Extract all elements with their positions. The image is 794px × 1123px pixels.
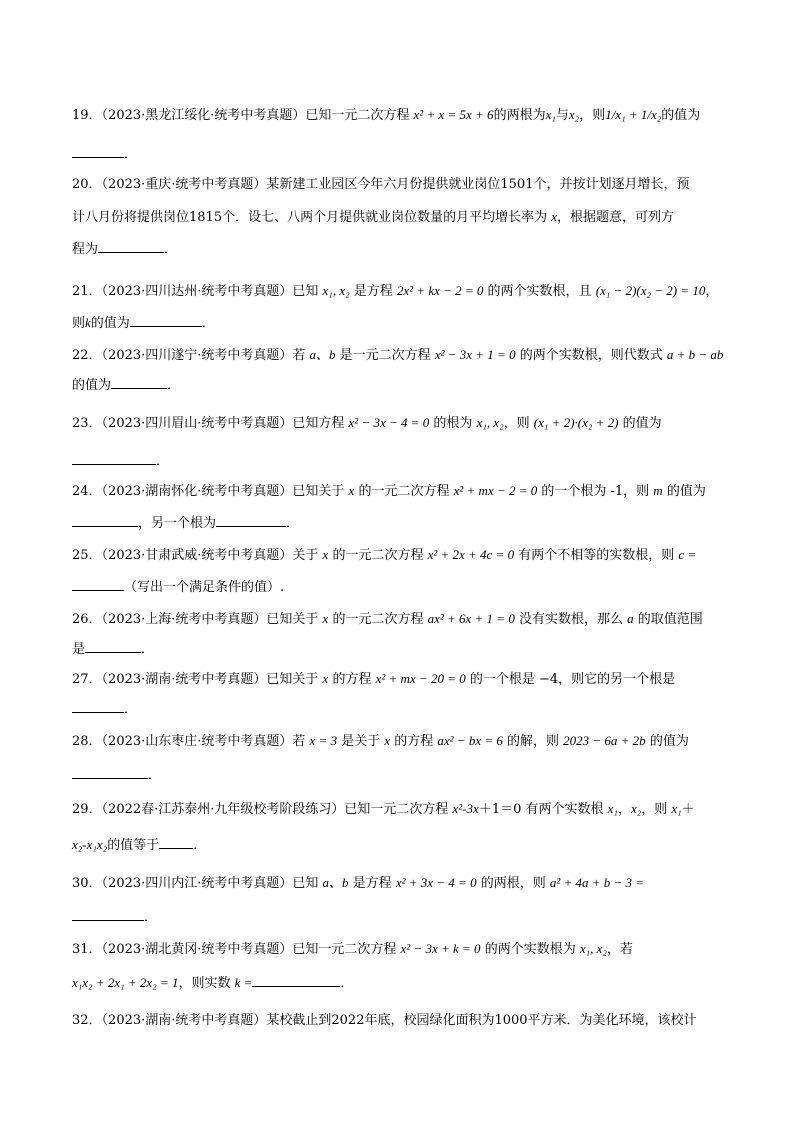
text-segment: 的一元二次方程 — [328, 548, 428, 563]
text-segment: 26．（2023·上海·统考中考真题）已知关于 — [72, 612, 323, 627]
text-line — [72, 282, 732, 301]
text-segment: ． — [156, 454, 170, 469]
text-segment: 的值为 — [645, 734, 689, 749]
text-segment: 的一元二次方程 — [328, 612, 428, 627]
text-segment: 则 — [72, 316, 86, 331]
math-expression: x₂ — [568, 107, 580, 122]
text-segment: ． — [340, 976, 354, 991]
text-segment: ，则实数 — [178, 976, 235, 991]
text-segment: 的解，则 — [502, 734, 564, 749]
math-expression: x₁ — [545, 107, 556, 122]
text-line — [72, 452, 732, 471]
text-segment: ． — [201, 316, 215, 331]
math-expression: x² + 3x − 4 = 0 — [395, 875, 477, 890]
text-segment: ， — [705, 284, 719, 299]
text-line — [72, 176, 732, 194]
math-expression: x — [551, 209, 557, 224]
math-expression: 2023 − 6a + 2b — [563, 733, 646, 748]
text-line — [72, 546, 732, 565]
text-line — [72, 800, 732, 819]
text-line — [72, 145, 732, 164]
text-line — [72, 874, 732, 893]
answer-blank — [72, 452, 156, 465]
math-expression: (x₁ − 2)(x₂ − 2) = 10 — [595, 283, 706, 298]
math-expression: x₂-x₁x₂ — [72, 837, 108, 852]
text-segment: 是一元二次方程 — [335, 348, 435, 363]
answer-blank — [159, 836, 193, 849]
text-line — [72, 700, 732, 719]
math-expression: x₁, x₂ — [579, 941, 607, 956]
math-expression: x — [348, 483, 355, 498]
text-segment: 的值为 — [618, 416, 662, 431]
math-expression: x² + 2x + 4c = 0 — [427, 547, 515, 562]
text-segment: 的取值范围 — [633, 612, 703, 627]
text-segment: ， — [617, 802, 631, 817]
text-segment: ． — [148, 768, 162, 783]
math-expression: x² + x = 5x + 6 — [413, 107, 494, 122]
math-expression: x² − 3x − 4 = 0 — [348, 415, 430, 430]
math-expression: ax² + 6x + 1 = 0 — [427, 611, 515, 626]
text-segment: 31．（2023·湖北黄冈·统考中考真题）已知一元二次方程 — [72, 942, 401, 957]
math-expression: x²-3x — [452, 801, 479, 816]
text-segment: ． — [286, 516, 300, 531]
math-expression: x₁x₂ + 2x₁ + 2x₂ = 1 — [72, 975, 179, 990]
text-segment: 是方程 — [348, 876, 396, 891]
math-expression: k — [85, 315, 91, 330]
math-expression: x₁, x₂ — [476, 415, 504, 430]
answer-blank — [72, 908, 144, 921]
text-segment: 的一元二次方程 — [354, 484, 454, 499]
text-line — [72, 766, 732, 785]
text-segment: ． — [167, 378, 181, 393]
text-segment: ． — [144, 910, 158, 925]
text-segment: 24．（2023·湖南怀化·统考中考真题）已知关于 — [72, 484, 349, 499]
text-segment: （写出一个满足条件的值）. — [124, 580, 285, 595]
text-segment: ． — [124, 147, 138, 162]
text-segment: 25．（2023·甘肃武威·统考中考真题）关于 — [72, 548, 323, 563]
text-segment: ，则 — [641, 802, 672, 817]
text-line — [72, 732, 732, 751]
text-segment: ． — [164, 242, 178, 257]
text-segment: 的一个根为 -1，则 — [537, 484, 654, 499]
math-expression: x — [322, 671, 329, 686]
math-expression: c = — [678, 547, 697, 562]
text-segment: 19．（2023·黑龙江绥化·统考中考真题）已知一元二次方程 — [72, 108, 414, 123]
answer-blank — [72, 514, 138, 527]
text-segment: ，则 — [503, 416, 534, 431]
math-expression: a、b — [322, 875, 349, 890]
answer-blank — [98, 240, 164, 253]
text-line — [72, 1012, 732, 1030]
text-segment: ，若 — [606, 942, 633, 957]
text-segment: 计八月份将提供岗位1815个．设七、八两个月提供就业岗位数量的月平均增长率为 — [72, 210, 552, 225]
text-line — [72, 376, 732, 395]
text-line — [72, 314, 732, 333]
answer-blank — [252, 974, 340, 987]
text-segment: 的两个实数根为 — [480, 942, 580, 957]
text-segment: ． — [193, 838, 207, 853]
answer-blank — [130, 314, 202, 327]
text-segment: 有两个不相等的实数根，则 — [514, 548, 679, 563]
text-line — [72, 578, 732, 597]
text-segment: 的方程 — [328, 672, 376, 687]
math-expression: x₁ — [607, 801, 618, 816]
text-segment: 23．（2023·四川眉山·统考中考真题）已知方程 — [72, 416, 349, 431]
answer-blank — [72, 145, 124, 158]
text-segment: 程为 — [72, 242, 99, 257]
text-line — [72, 106, 732, 125]
text-line — [72, 240, 732, 259]
math-expression: x² − 3x + k = 0 — [400, 941, 481, 956]
text-segment: 是关于 — [337, 734, 385, 749]
text-segment: 是 — [72, 642, 86, 657]
text-segment: 21．（2023·四川达州·统考中考真题）已知 — [72, 284, 323, 299]
math-expression: (x₁ + 2)·(x₂ + 2) — [533, 415, 619, 430]
math-expression: k = — [234, 975, 253, 990]
text-segment: 22．（2023·四川遂宁·统考中考真题）若 — [72, 348, 310, 363]
answer-blank — [85, 640, 141, 653]
text-segment: 的两根，则 — [476, 876, 550, 891]
text-segment: 的值为 — [90, 316, 130, 331]
text-line — [72, 208, 732, 227]
text-segment: 的两个实数根，则代数式 — [515, 348, 667, 363]
text-line — [72, 482, 732, 501]
math-expression: m — [653, 483, 663, 498]
text-line — [72, 610, 732, 629]
math-expression: x — [322, 547, 329, 562]
text-line — [72, 670, 732, 689]
text-segment: 28．（2023·山东枣庄·统考中考真题）若 — [72, 734, 310, 749]
answer-blank — [111, 376, 167, 389]
text-segment: 的一个根是 −4，则它的另一个根是 — [465, 672, 676, 687]
text-line — [72, 974, 732, 993]
math-expression: x₁, x₂ — [322, 283, 350, 298]
text-segment: 的两根为 — [493, 108, 546, 123]
math-expression: x — [384, 733, 391, 748]
text-segment: ，根据题意，可列方 — [557, 210, 675, 225]
text-segment: 30．（2023·四川内江·统考中考真题）已知 — [72, 876, 323, 891]
text-line — [72, 640, 732, 659]
text-segment: 是方程 — [349, 284, 397, 299]
text-segment: 的根为 — [429, 416, 477, 431]
text-segment: ． — [141, 642, 155, 657]
text-segment: 29．（2022春·江苏泰州·九年级校考阶段练习）已知一元二次方程 — [72, 802, 453, 817]
text-line — [72, 836, 732, 855]
text-line — [72, 514, 732, 533]
text-segment: 没有实数根，那么 — [514, 612, 628, 627]
math-expression: ax² − bx = 6 — [437, 733, 503, 748]
text-segment: 20．（2023·重庆·统考中考真题）某新建工业园区今年六月份提供就业岗位1501个，并按计划逐月增长，预 — [72, 177, 690, 192]
math-expression: 2x² + kx − 2 = 0 — [396, 283, 484, 298]
text-segment: ，则 — [579, 108, 606, 123]
text-line — [72, 940, 732, 959]
text-segment: ＋1＝0 有两个实数根 — [478, 802, 608, 817]
answer-blank — [216, 514, 286, 527]
text-segment: 与 — [555, 108, 569, 123]
math-expression: x² + mx − 20 = 0 — [375, 671, 466, 686]
text-segment: 的值为 — [72, 378, 112, 393]
math-expression: x — [322, 611, 329, 626]
text-segment: ＋ — [681, 802, 695, 817]
text-line — [72, 346, 732, 365]
text-segment: 27．（2023·湖南·统考中考真题）已知关于 — [72, 672, 323, 687]
text-line — [72, 908, 732, 927]
math-expression: a + b − ab — [666, 347, 724, 362]
text-segment: 的值为 — [662, 484, 706, 499]
math-expression: 1/x₁ + 1/x₂ — [605, 107, 662, 122]
math-expression: x² − 3x + 1 = 0 — [434, 347, 516, 362]
math-expression: a — [627, 611, 634, 626]
answer-blank — [72, 766, 148, 779]
math-expression: a、b — [309, 347, 336, 362]
text-segment: ，另一个根为 — [138, 516, 217, 531]
math-expression: x² + mx − 2 = 0 — [453, 483, 538, 498]
text-segment: 的值等于 — [107, 838, 160, 853]
text-line — [72, 414, 732, 433]
text-segment: 的方程 — [390, 734, 438, 749]
math-expression: x₁ — [671, 801, 682, 816]
text-segment: 32．（2023·湖南·统考中考真题）某校截止到2022年底，校园绿化面积为1000平方米．为美化环境，该校计 — [72, 1013, 697, 1028]
text-segment: 的两个实数根，且 — [483, 284, 596, 299]
math-expression: a² + 4a + b − 3 = — [549, 875, 645, 890]
text-segment: ． — [124, 702, 138, 717]
answer-blank — [72, 578, 124, 591]
text-segment: 的值为 — [661, 108, 701, 123]
math-expression: x = 3 — [309, 733, 338, 748]
math-expression: x₂ — [630, 801, 642, 816]
answer-blank — [72, 700, 124, 713]
